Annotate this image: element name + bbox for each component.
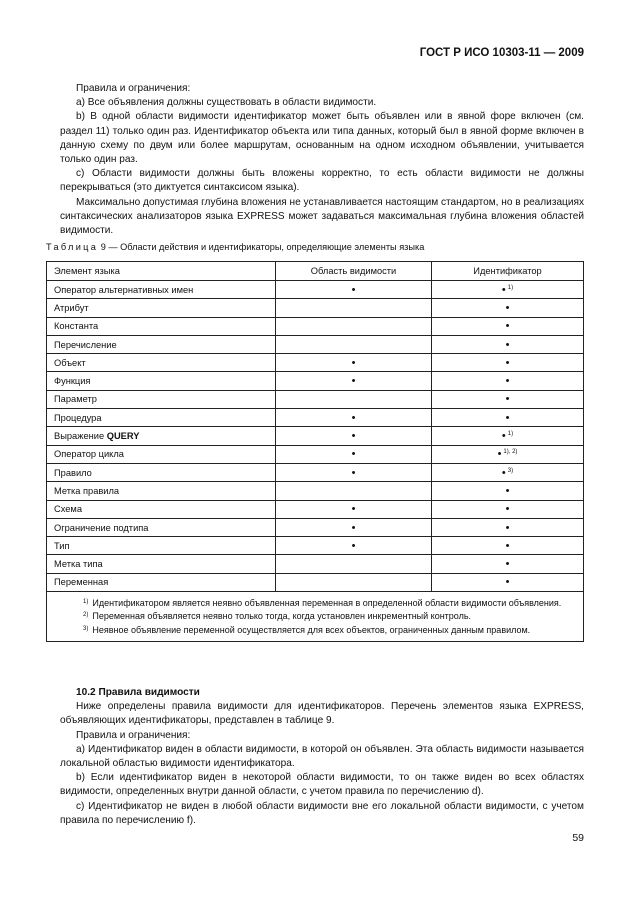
identifier-mark: •: [505, 539, 510, 552]
element-name-cell: [47, 354, 276, 372]
element-name-cell: [47, 317, 276, 335]
table-row: [47, 445, 584, 463]
element-name: Процедура: [54, 412, 102, 423]
scope-mark: •: [351, 466, 356, 479]
table-row: [47, 427, 584, 445]
element-name: Объект: [54, 357, 86, 368]
header-element: Элемент языка: [47, 262, 276, 281]
identifier-mark: •: [501, 283, 506, 296]
identifier-mark: •: [505, 320, 510, 333]
identifier-cell: [432, 463, 584, 481]
identifier-cell: [432, 555, 584, 573]
footnote-ref: 1): [507, 431, 514, 438]
intro-paragraph: Максимально допустимая глубина вложения не устанавливается настоящим стандартом, но в реализациях синтаксических анализаторов языка EXPRESS может задаваться максимальная глубина вложения областей видимости.: [60, 196, 584, 237]
element-name: Оператор цикла: [54, 449, 124, 460]
section-heading: 10.2 Правила видимости: [76, 687, 200, 698]
identifier-cell: [432, 299, 584, 317]
scope-mark: •: [351, 430, 356, 443]
identifier-mark: •: [505, 558, 510, 571]
element-name-cell: [47, 409, 276, 427]
note-text: Идентификатором является неявно объявленная переменная в определенной области видимости объявления.: [92, 598, 562, 609]
table-caption: [46, 242, 424, 252]
element-name-cell: [47, 482, 276, 500]
intro-text: [60, 82, 584, 238]
element-name: Выражение: [54, 431, 105, 442]
section-paragraph: a) Идентификатор виден в области видимости, в которой он объявлен. Эта область видимости называется локальной областью видимости идентификатора.: [60, 743, 584, 770]
element-name-cell: [47, 390, 276, 408]
footnote-ref: 1), 2): [503, 449, 518, 456]
identifier-cell: [432, 573, 584, 591]
identifier-mark: •: [505, 375, 510, 388]
scope-cell: [276, 372, 432, 390]
element-name-cell: [47, 500, 276, 518]
identifier-cell: [432, 518, 584, 536]
identifier-mark: •: [505, 576, 510, 589]
table-row: [47, 390, 584, 408]
table-row: [47, 335, 584, 353]
table-row: [47, 500, 584, 518]
identifier-mark: •: [505, 521, 510, 534]
scope-mark: •: [351, 283, 356, 296]
identifier-mark: •: [505, 393, 510, 406]
scope-mark: •: [351, 356, 356, 369]
scope-cell: [276, 482, 432, 500]
table-row: [47, 573, 584, 591]
element-name: Ограничение подтипа: [54, 522, 149, 533]
identifier-cell: [432, 354, 584, 372]
element-name: Константа: [54, 321, 99, 332]
language-elements-table: [46, 261, 584, 642]
element-name: Перечисление: [54, 339, 117, 350]
intro-paragraph: Правила и ограничения:: [76, 83, 191, 94]
section-paragraph: Правила и ограничения:: [76, 729, 191, 741]
identifier-mark: •: [505, 301, 510, 314]
intro-paragraph: c) Области видимости должны быть вложены корректно, то есть области видимости не должны перекрываться (это диктуется синтаксисом языка).: [60, 168, 584, 194]
element-name-cell: [47, 299, 276, 317]
element-name-cell: [47, 555, 276, 573]
scope-cell: [276, 463, 432, 481]
table-note: [55, 623, 575, 636]
note-text: Неявное объявление переменной осуществляется для всех объектов, ограниченных данным правилом.: [92, 624, 531, 635]
element-name-cell: [47, 427, 276, 445]
intro-paragraph: b) В одной области видимости идентификатор может быть объявлен или в явной форе включен (см. раздел 11) только один раз. Идентификатор объекта или типа данных, который был в явной форме включен в данную схему по двум или более маршрутам, основанным на одном исходном объявлении, учитывается только один раз.: [60, 111, 584, 166]
element-name-cell: [47, 463, 276, 481]
scope-cell: [276, 500, 432, 518]
table-row: [47, 281, 584, 299]
section-paragraph: Ниже определены правила видимости для идентификаторов. Перечень элементов языка EXPRESS, объявляющих идентификаторы, представлен в таблице 9.: [60, 701, 584, 727]
identifier-cell: [432, 500, 584, 518]
identifier-mark: •: [505, 503, 510, 516]
table-note: [55, 596, 575, 609]
identifier-mark: •: [505, 338, 510, 351]
scope-cell: [276, 354, 432, 372]
scope-cell: [276, 299, 432, 317]
identifier-mark: •: [505, 484, 510, 497]
element-name-cell: [47, 281, 276, 299]
element-name: Метка типа: [54, 559, 103, 570]
table-row: [47, 555, 584, 573]
scope-mark: •: [351, 375, 356, 388]
identifier-cell: [432, 317, 584, 335]
section-paragraph: c) Идентификатор не виден в любой области видимости вне его локальной области видимости, с учетом правила по перечислению f).: [60, 800, 584, 826]
identifier-mark: •: [497, 448, 502, 461]
table-row: [47, 409, 584, 427]
table-row: [47, 299, 584, 317]
scope-cell: [276, 281, 432, 299]
scope-cell: [276, 537, 432, 555]
scope-mark: •: [351, 411, 356, 424]
identifier-cell: [432, 372, 584, 390]
identifier-cell: [432, 445, 584, 463]
table-notes-row: [47, 592, 584, 642]
element-name: Атрибут: [54, 302, 89, 313]
identifier-cell: [432, 482, 584, 500]
identifier-cell: [432, 409, 584, 427]
element-name-cell: [47, 445, 276, 463]
section-paragraph: b) Если идентификатор виден в некоторой области видимости, то он также виден во всех областях видимости, определенных внутри данной области, с учетом правила по перечислению d).: [60, 772, 584, 798]
scope-cell: [276, 518, 432, 536]
table-row: [47, 482, 584, 500]
note-mark: 3): [83, 625, 89, 632]
element-name: Тип: [54, 540, 70, 551]
page-number: 59: [572, 832, 584, 844]
identifier-cell: [432, 537, 584, 555]
table-row: [47, 537, 584, 555]
identifier-mark: •: [505, 411, 510, 424]
scope-mark: •: [351, 503, 356, 516]
element-name-cell: [47, 335, 276, 353]
element-name-cell: [47, 518, 276, 536]
identifier-mark: •: [501, 430, 506, 443]
scope-cell: [276, 317, 432, 335]
element-name: Правило: [54, 467, 92, 478]
table-row: [47, 518, 584, 536]
scope-cell: [276, 445, 432, 463]
note-text: Переменная объявляется неявно только тогда, когда установлен инкрементный контроль.: [92, 611, 472, 622]
identifier-cell: [432, 281, 584, 299]
table-row: [47, 354, 584, 372]
note-mark: 1): [83, 599, 89, 606]
scope-cell: [276, 555, 432, 573]
element-name: Параметр: [54, 394, 97, 405]
header-identifier: Идентификатор: [432, 262, 584, 281]
table-notes: [47, 592, 584, 642]
scope-mark: •: [351, 521, 356, 534]
element-name: Схема: [54, 504, 82, 515]
element-name: Оператор альтернативных имен: [54, 284, 194, 295]
footnote-ref: 3): [507, 467, 514, 474]
identifier-mark: •: [501, 466, 506, 479]
identifier-mark: •: [505, 356, 510, 369]
element-name: Переменная: [54, 577, 109, 588]
table-row: [47, 463, 584, 481]
element-name-cell: [47, 372, 276, 390]
table-row: [47, 317, 584, 335]
footnote-ref: 1): [507, 284, 514, 291]
element-name-cell: [47, 537, 276, 555]
scope-cell: [276, 409, 432, 427]
identifier-cell: [432, 390, 584, 408]
scope-mark: •: [351, 539, 356, 552]
element-name-cell: [47, 573, 276, 591]
table-caption-text: 9 — Области действия и идентификаторы, определяющие элементы языка: [100, 242, 425, 252]
header-scope: Область видимости: [276, 262, 432, 281]
element-keyword: QUERY: [106, 431, 140, 442]
table-body: [47, 262, 584, 642]
visibility-rules-section: [60, 686, 584, 828]
identifier-cell: [432, 335, 584, 353]
table-note: [55, 609, 575, 622]
element-name: Функция: [54, 376, 91, 387]
scope-cell: [276, 335, 432, 353]
identifier-cell: [432, 427, 584, 445]
intro-paragraph: a) Все объявления должны существовать в области видимости.: [76, 97, 377, 109]
scope-cell: [276, 573, 432, 591]
note-mark: 2): [83, 612, 89, 619]
table-row: [47, 372, 584, 390]
scope-cell: [276, 427, 432, 445]
table-header-row: [47, 262, 584, 281]
document-header: ГОСТ Р ИСО 10303-11 — 2009: [419, 47, 584, 59]
element-name: Метка правила: [54, 485, 120, 496]
scope-mark: •: [351, 448, 356, 461]
scope-cell: [276, 390, 432, 408]
table-caption-label: Таблица: [46, 242, 99, 252]
